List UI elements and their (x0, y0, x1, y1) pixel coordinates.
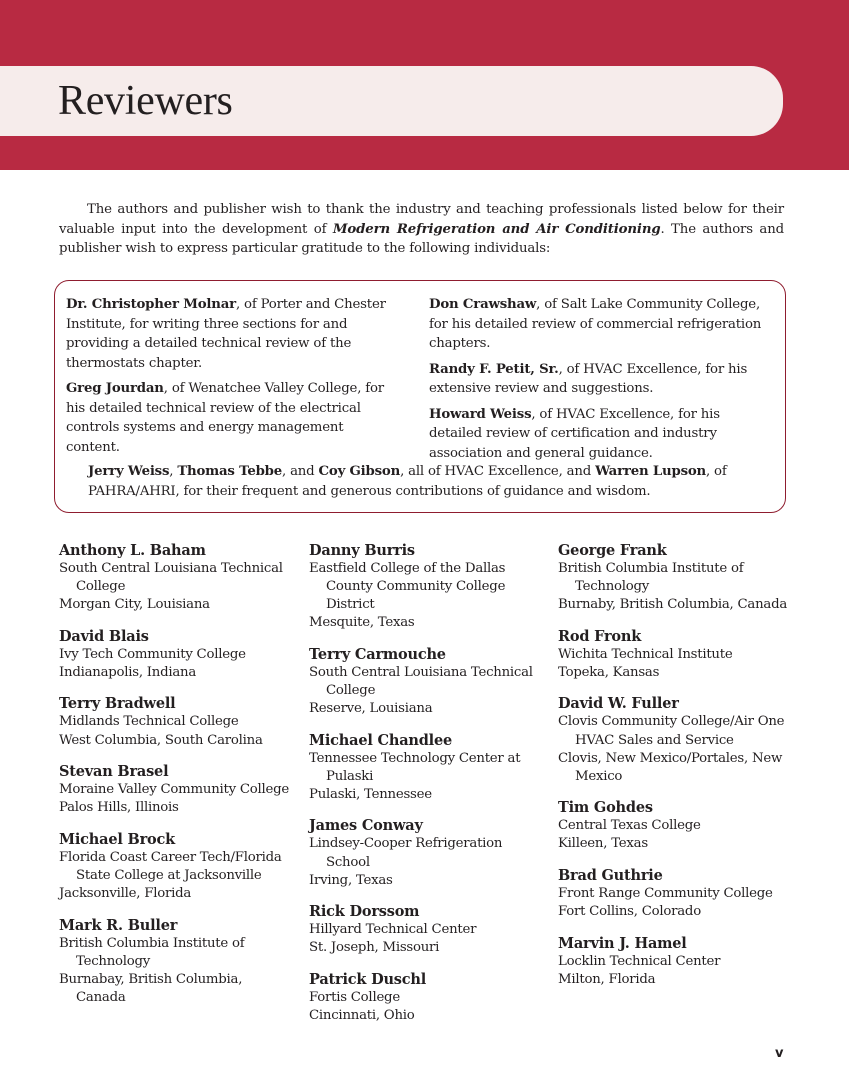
acknowledgments-right-column (429, 295, 774, 469)
ack-entry (66, 295, 396, 373)
reviewer-institution: Front Range Community College (558, 886, 773, 902)
reviewer-name: David Blais (59, 627, 149, 645)
ack-text: , of Wenatchee Valley College, for his detailed technical review of the electrical controls systems and energy management content. (66, 381, 384, 455)
reviewer-entry (558, 541, 793, 614)
reviewer-institution: South Central Louisiana Technical College (309, 664, 533, 698)
reviewer-location: Reserve, Louisiana (309, 701, 433, 717)
reviewer-location: Mesquite, Texas (309, 615, 415, 631)
page-number: v (775, 1046, 784, 1061)
ack-name: Howard Weiss (429, 406, 532, 422)
reviewer-location: Milton, Florida (558, 971, 656, 987)
reviewer-location: St. Joseph, Missouri (309, 940, 440, 956)
ack-entry (429, 295, 774, 354)
ack-name: Dr. Christopher Molnar (66, 297, 236, 312)
reviewer-location: Burnaby, British Columbia, Canada (558, 597, 788, 613)
ack-name: Warren Lupson (595, 464, 706, 479)
reviewer-name: James Conway (309, 817, 423, 835)
reviewer-entry (59, 916, 294, 1007)
reviewer-location: Fort Collins, Colorado (558, 904, 701, 920)
reviewer-location: Cincinnati, Ohio (309, 1008, 415, 1023)
reviewer-location: Indianapolis, Indiana (59, 664, 197, 680)
reviewer-entry (309, 816, 544, 889)
ack-name: Jerry Weiss (88, 464, 170, 479)
reviewer-name: Brad Guthrie (558, 867, 663, 885)
ack-entry (429, 405, 774, 464)
reviewer-entry (59, 694, 294, 749)
ack-text: , of Porter and Chester Institute, for writing three sections for and providing a detailed technical review of the thermostats chapter. (66, 297, 386, 371)
reviewer-entry (309, 541, 544, 632)
reviewer-name: Stevan Brasel (59, 763, 169, 781)
ack-text: , of HVAC Excellence, for his detailed review of certification and industry association and general guidance. (429, 406, 720, 461)
reviewer-location: Killeen, Texas (558, 836, 648, 852)
reviewer-institution: Central Texas College (558, 818, 701, 834)
ack-text: , of PAHRA/AHRI, for their frequent and generous contributions of guidance and wisdom. (88, 464, 727, 499)
reviewer-location: Morgan City, Louisiana (59, 597, 210, 613)
reviewer-name: Michael Chandlee (309, 731, 453, 749)
reviewer-entry (558, 627, 793, 682)
reviewer-institution: South Central Louisiana Technical College (59, 561, 283, 595)
ack-text: , of Salt Lake Community College, for his detailed review of commercial refrigeration chapters. (429, 297, 762, 351)
ack-name: Randy F. Petit, Sr. (429, 361, 559, 377)
ack-name: Thomas Tebbe (177, 464, 283, 479)
reviewer-location: West Columbia, South Carolina (59, 732, 263, 748)
reviewer-name: Rick Dorssom (309, 903, 420, 921)
reviewer-entry (558, 694, 793, 785)
reviewer-entry (59, 541, 294, 614)
reviewer-name: Terry Carmouche (309, 645, 446, 663)
ack-entry (66, 379, 396, 457)
reviewers-column-3 (558, 541, 793, 1001)
reviewer-institution: Midlands Technical College (59, 714, 239, 730)
ack-sep: , (169, 464, 178, 479)
ack-entry (429, 360, 774, 399)
ack-name: Coy Gibson (318, 464, 401, 479)
reviewer-institution: Wichita Technical Institute (558, 646, 733, 662)
reviewer-institution: British Columbia Institute of Technology (59, 935, 245, 969)
reviewer-name: Anthony L. Baham (59, 542, 206, 559)
reviewer-entry (59, 762, 294, 817)
intro-paragraph (59, 200, 784, 259)
reviewer-institution: Locklin Technical Center (558, 953, 721, 969)
reviewer-location: Jacksonville, Florida (59, 886, 192, 902)
reviewer-institution: Hillyard Technical Center (309, 922, 477, 938)
reviewer-location: Topeka, Kansas (558, 664, 660, 680)
book-title: Modern Refrigeration and Air Conditioning (332, 221, 661, 237)
reviewer-institution: Fortis College (309, 989, 400, 1005)
reviewer-entry (59, 830, 294, 903)
intro-text: The authors and publisher wish to thank the industry and teaching professionals listed below for their valuable input into the development of (59, 202, 784, 237)
reviewer-location: Palos Hills, Illinois (59, 800, 179, 816)
reviewer-institution: Eastfield College of the Dallas County Community College District (309, 561, 506, 613)
reviewer-entry (558, 934, 793, 989)
reviewer-institution: Lindsey-Cooper Refrigeration School (309, 836, 503, 870)
ack-name: Don Crawshaw (429, 297, 537, 312)
reviewer-name: Danny Burris (309, 542, 415, 559)
reviewer-name: Marvin J. Hamel (558, 934, 687, 952)
ack-sep: , all of HVAC Excellence, and (400, 464, 596, 479)
reviewer-name: Michael Brock (59, 830, 175, 848)
ack-text: , of HVAC Excellence, for his extensive review and suggestions. (429, 361, 748, 396)
reviewer-entry (558, 798, 793, 853)
reviewer-institution: Tennessee Technology Center at Pulaski (309, 750, 521, 784)
reviewer-entry (309, 731, 544, 804)
intro-text-end: . The authors and publisher wish to express particular gratitude to the following individuals: (59, 221, 784, 256)
reviewer-entry (309, 645, 544, 718)
ack-name: Greg Jourdan (66, 381, 164, 396)
reviewer-entry (59, 627, 294, 682)
reviewer-location: Irving, Texas (309, 872, 393, 888)
reviewer-institution: British Columbia Institute of Technology (558, 561, 744, 595)
reviewer-name: George Frank (558, 542, 667, 559)
reviewer-name: Tim Gohdes (558, 799, 653, 817)
reviewer-institution: Ivy Tech Community College (59, 646, 246, 662)
reviewer-entry (558, 866, 793, 921)
reviewer-name: Rod Fronk (558, 627, 642, 645)
reviewer-entry (309, 970, 544, 1025)
reviewers-column-2 (309, 541, 544, 1038)
reviewer-institution: Florida Coast Career Tech/Florida State College at Jacksonville (59, 849, 282, 883)
reviewer-name: Mark R. Buller (59, 916, 178, 934)
reviewer-location: Burnabay, British Columbia, Canada (59, 971, 243, 1005)
reviewer-institution: Moraine Valley Community College (59, 782, 290, 798)
reviewer-institution: Clovis Community College/Air One HVAC Sales and Service (558, 714, 785, 748)
reviewer-name: David W. Fuller (558, 695, 679, 713)
ack-sep: , and (282, 464, 319, 479)
acknowledgments-left-column (66, 295, 396, 463)
reviewer-entry (309, 902, 544, 957)
reviewer-location: Clovis, New Mexico/Portales, New Mexico (558, 750, 783, 784)
reviewer-name: Terry Bradwell (59, 695, 176, 713)
reviewer-name: Patrick Duschl (309, 970, 427, 988)
page-title: Reviewers (58, 78, 233, 124)
acknowledgments-group-entry (88, 462, 778, 501)
reviewers-column-1 (59, 541, 294, 1020)
reviewer-location: Pulaski, Tennessee (309, 786, 432, 802)
